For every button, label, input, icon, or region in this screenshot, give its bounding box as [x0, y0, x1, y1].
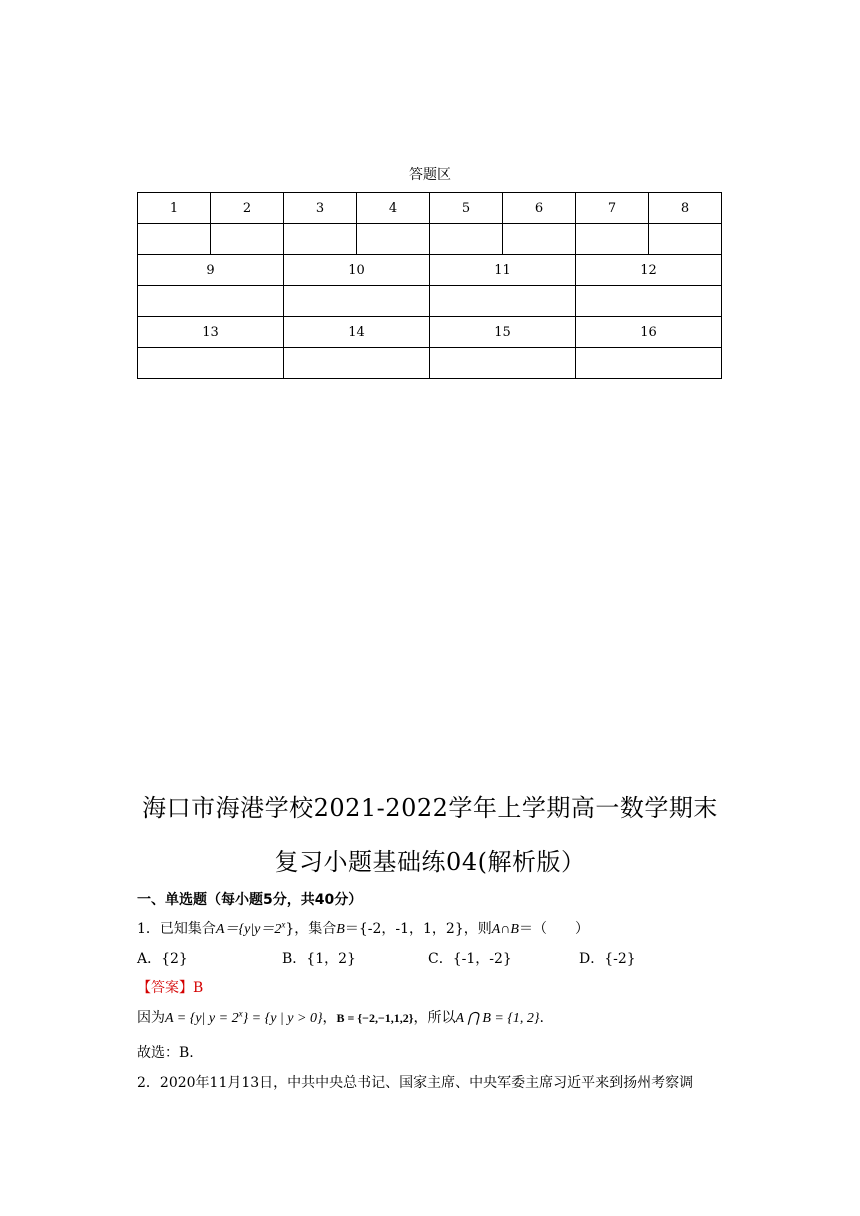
answer-cell[interactable]: [357, 224, 430, 255]
section-heading: 一、单选题（每小题5分，共40分）: [137, 892, 363, 908]
answer-cell[interactable]: [430, 224, 503, 255]
answer-cell[interactable]: [649, 224, 722, 255]
intersection-symbol: A∩B: [491, 922, 519, 937]
question-number-cell: 6: [503, 193, 576, 224]
answer-grid-header-row-3: [138, 317, 722, 348]
answer-cell[interactable]: [503, 224, 576, 255]
answer-grid-header-row-1: [138, 193, 722, 224]
question-number-cell: 1: [138, 193, 211, 224]
question-number-cell: 8: [649, 193, 722, 224]
option-d: D．{-2}: [579, 951, 636, 967]
answer-cell[interactable]: [284, 224, 357, 255]
set-b-definition: ＝{-2，-1，1，2}，则: [344, 921, 492, 937]
answer-cell[interactable]: [138, 286, 284, 317]
answer-grid-input-row-1: [138, 224, 722, 255]
answer-cell[interactable]: [430, 286, 576, 317]
answer-cell[interactable]: [138, 224, 211, 255]
question-1-stem: 1．已知集合$A=\{y|y=2^x\}$，集合B＝{-2，-1，1，2}，则A∩B＝（ ）: [137, 919, 589, 937]
answer-grid-input-row-2: [138, 286, 722, 317]
document-title-line-2: 复习小题基础练04(解析版）: [274, 848, 586, 876]
question-number-cell: 2: [211, 193, 284, 224]
question-number-cell: 4: [357, 193, 430, 224]
question-number-cell: 12: [576, 255, 722, 286]
answer-cell[interactable]: [576, 348, 722, 379]
question-number-cell: 3: [284, 193, 357, 224]
answer-area-title: 答题区: [409, 167, 451, 183]
question-number-cell: 11: [430, 255, 576, 286]
option-b: B．{1，2}: [282, 951, 356, 967]
answer-cell[interactable]: [284, 348, 430, 379]
document-title-line-1: 海口市海港学校2021-2022学年上学期高一数学期末: [142, 794, 718, 822]
answer-label: 【答案】B: [137, 980, 204, 996]
set-a-definition: A＝{y|y＝2: [215, 922, 282, 937]
answer-cell[interactable]: [430, 348, 576, 379]
answer-cell[interactable]: [138, 348, 284, 379]
intersection-result: A ⋂ B = {1, 2}: [455, 1011, 540, 1026]
solution-conclusion: 故选：B.: [137, 1045, 194, 1061]
answer-cell[interactable]: [284, 286, 430, 317]
question-number-cell: 14: [284, 317, 430, 348]
question-number-cell: 9: [138, 255, 284, 286]
question-2-stem: 2．2020年11月13日，中共中央总书记、国家主席、中央军委主席习近平来到扬州考察调: [137, 1075, 694, 1091]
option-c: C．{-1，-2}: [428, 951, 512, 967]
answer-grid: [137, 192, 722, 379]
option-a: A．{2}: [137, 951, 188, 967]
question-number-cell: 7: [576, 193, 649, 224]
answer-grid-header-row-2: [138, 255, 722, 286]
answer-cell[interactable]: [211, 224, 284, 255]
question-number-cell: 5: [430, 193, 503, 224]
question-number-cell: 16: [576, 317, 722, 348]
set-b-solution: B = {−2,−1,1,2}: [336, 1011, 414, 1025]
set-a-solution: A = {y| y = 2: [165, 1011, 239, 1026]
question-number-cell: 15: [430, 317, 576, 348]
question-number-cell: 13: [138, 317, 284, 348]
answer-cell[interactable]: [576, 224, 649, 255]
question-number-cell: 10: [284, 255, 430, 286]
solution-explanation: 因为A = {y| $y = 2^x\} = \{y$ | y > 0}，B = {−2,−1,1,2}，所以A ⋂ B = {1, 2}.: [137, 1008, 544, 1026]
answer-cell[interactable]: [576, 286, 722, 317]
answer-grid-input-row-3: [138, 348, 722, 379]
